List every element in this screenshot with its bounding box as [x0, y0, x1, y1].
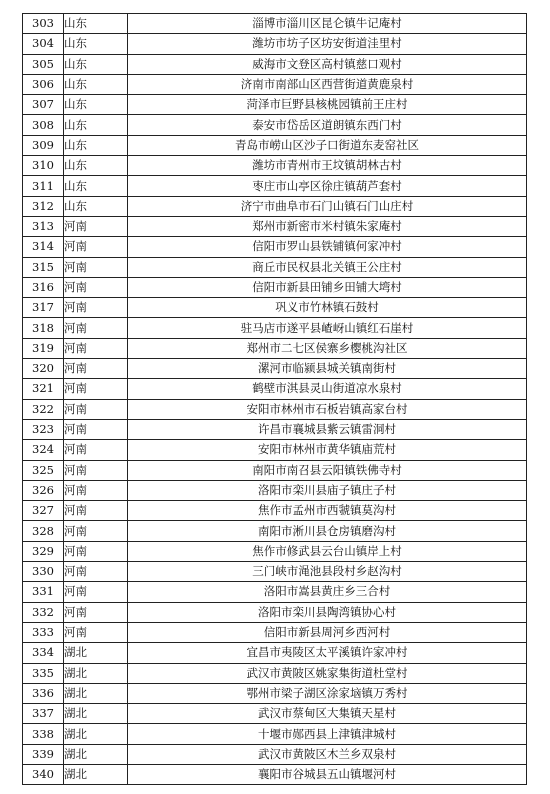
table-row	[23, 176, 527, 196]
row-village: 武汉市黄陂区木兰乡双泉村	[128, 744, 527, 764]
table-row	[23, 602, 527, 622]
row-village: 济南市南部山区西营街道黄鹿泉村	[128, 74, 527, 94]
row-province: 河南	[64, 460, 128, 480]
row-province: 河南	[64, 216, 128, 236]
row-province: 湖北	[64, 663, 128, 683]
row-province: 湖北	[64, 764, 128, 784]
table-row	[23, 419, 527, 439]
village-table-body	[23, 14, 527, 785]
table-row	[23, 480, 527, 500]
row-province: 山东	[64, 14, 128, 34]
row-province: 河南	[64, 501, 128, 521]
row-province: 山东	[64, 54, 128, 74]
table-row	[23, 196, 527, 216]
row-number: 334	[23, 643, 64, 663]
row-number: 321	[23, 379, 64, 399]
table-row	[23, 541, 527, 561]
village-table	[22, 13, 527, 785]
row-province: 湖北	[64, 643, 128, 663]
row-province: 河南	[64, 419, 128, 439]
row-number: 311	[23, 176, 64, 196]
table-row	[23, 14, 527, 34]
row-number: 313	[23, 216, 64, 236]
table-row	[23, 622, 527, 642]
row-number: 336	[23, 683, 64, 703]
row-number: 329	[23, 541, 64, 561]
row-village: 泰安市岱岳区道朗镇东西门村	[128, 115, 527, 135]
row-number: 319	[23, 338, 64, 358]
row-number: 333	[23, 622, 64, 642]
table-row	[23, 744, 527, 764]
row-number: 310	[23, 156, 64, 176]
table-row	[23, 764, 527, 784]
row-village: 商丘市民权县北关镇王公庄村	[128, 257, 527, 277]
table-row	[23, 298, 527, 318]
row-village: 驻马店市遂平县嵖岈山镇红石崖村	[128, 318, 527, 338]
table-row	[23, 135, 527, 155]
row-province: 山东	[64, 176, 128, 196]
row-province: 山东	[64, 135, 128, 155]
row-number: 309	[23, 135, 64, 155]
row-province: 河南	[64, 541, 128, 561]
row-number: 322	[23, 399, 64, 419]
row-village: 安阳市林州市石板岩镇高家台村	[128, 399, 527, 419]
table-row	[23, 156, 527, 176]
row-village: 焦作市孟州市西虢镇莫沟村	[128, 501, 527, 521]
table-row	[23, 359, 527, 379]
table-row	[23, 562, 527, 582]
row-village: 洛阳市嵩县黄庄乡三合村	[128, 582, 527, 602]
row-village: 信阳市新县田铺乡田铺大塆村	[128, 277, 527, 297]
row-village: 南阳市南召县云阳镇铁佛寺村	[128, 460, 527, 480]
table-row	[23, 95, 527, 115]
row-village: 淄博市淄川区昆仑镇牛记庵村	[128, 14, 527, 34]
row-province: 河南	[64, 602, 128, 622]
row-village: 武汉市黄陂区姚家集街道杜堂村	[128, 663, 527, 683]
table-row	[23, 683, 527, 703]
table-row	[23, 74, 527, 94]
row-village: 南阳市淅川县仓房镇磨沟村	[128, 521, 527, 541]
row-village: 许昌市襄城县紫云镇雷洞村	[128, 419, 527, 439]
table-row	[23, 318, 527, 338]
table-row	[23, 257, 527, 277]
row-number: 340	[23, 764, 64, 784]
row-number: 323	[23, 419, 64, 439]
row-number: 312	[23, 196, 64, 216]
row-village: 青岛市崂山区沙子口街道东麦窑社区	[128, 135, 527, 155]
row-province: 山东	[64, 156, 128, 176]
row-number: 331	[23, 582, 64, 602]
row-province: 河南	[64, 399, 128, 419]
row-province: 河南	[64, 562, 128, 582]
table-row	[23, 34, 527, 54]
row-village: 潍坊市坊子区坊安街道洼里村	[128, 34, 527, 54]
row-number: 328	[23, 521, 64, 541]
table-row	[23, 216, 527, 236]
row-village: 宜昌市夷陵区太平溪镇许家冲村	[128, 643, 527, 663]
row-number: 330	[23, 562, 64, 582]
row-province: 河南	[64, 480, 128, 500]
row-number: 304	[23, 34, 64, 54]
row-province: 河南	[64, 440, 128, 460]
table-row	[23, 440, 527, 460]
table-row	[23, 399, 527, 419]
row-number: 337	[23, 704, 64, 724]
row-province: 河南	[64, 359, 128, 379]
row-number: 339	[23, 744, 64, 764]
table-row	[23, 338, 527, 358]
table-row	[23, 643, 527, 663]
row-province: 河南	[64, 338, 128, 358]
table-row	[23, 724, 527, 744]
table-row	[23, 460, 527, 480]
row-village: 洛阳市栾川县陶湾镇协心村	[128, 602, 527, 622]
row-province: 山东	[64, 95, 128, 115]
row-province: 山东	[64, 34, 128, 54]
row-province: 湖北	[64, 704, 128, 724]
row-number: 320	[23, 359, 64, 379]
row-number: 303	[23, 14, 64, 34]
row-number: 314	[23, 237, 64, 257]
row-province: 山东	[64, 74, 128, 94]
row-village: 鄂州市梁子湖区涂家垴镇万秀村	[128, 683, 527, 703]
row-province: 河南	[64, 298, 128, 318]
row-province: 河南	[64, 257, 128, 277]
row-village: 郑州市二七区侯寨乡樱桃沟社区	[128, 338, 527, 358]
row-village: 信阳市新县周河乡西河村	[128, 622, 527, 642]
table-row	[23, 277, 527, 297]
row-village: 巩义市竹林镇石鼓村	[128, 298, 527, 318]
row-village: 威海市文登区高村镇慈口观村	[128, 54, 527, 74]
row-province: 河南	[64, 622, 128, 642]
row-number: 317	[23, 298, 64, 318]
row-village: 菏泽市巨野县核桃园镇前王庄村	[128, 95, 527, 115]
row-village: 鹤壁市淇县灵山街道凉水泉村	[128, 379, 527, 399]
table-row	[23, 237, 527, 257]
row-number: 324	[23, 440, 64, 460]
table-row	[23, 582, 527, 602]
table-row	[23, 115, 527, 135]
row-number: 316	[23, 277, 64, 297]
row-province: 河南	[64, 521, 128, 541]
row-number: 332	[23, 602, 64, 622]
table-row	[23, 663, 527, 683]
table-row	[23, 54, 527, 74]
table-row	[23, 379, 527, 399]
table-row	[23, 501, 527, 521]
row-province: 河南	[64, 379, 128, 399]
row-number: 338	[23, 724, 64, 744]
row-number: 335	[23, 663, 64, 683]
row-number: 306	[23, 74, 64, 94]
row-province: 河南	[64, 237, 128, 257]
row-village: 武汉市蔡甸区大集镇天星村	[128, 704, 527, 724]
row-village: 信阳市罗山县铁铺镇何家冲村	[128, 237, 527, 257]
row-village: 三门峡市渑池县段村乡赵沟村	[128, 562, 527, 582]
row-number: 305	[23, 54, 64, 74]
row-village: 焦作市修武县云台山镇岸上村	[128, 541, 527, 561]
row-village: 济宁市曲阜市石门山镇石门山庄村	[128, 196, 527, 216]
row-number: 327	[23, 501, 64, 521]
row-village: 郑州市新密市米村镇朱家庵村	[128, 216, 527, 236]
row-number: 307	[23, 95, 64, 115]
row-number: 308	[23, 115, 64, 135]
row-number: 326	[23, 480, 64, 500]
row-village: 潍坊市青州市王坟镇胡林古村	[128, 156, 527, 176]
row-province: 河南	[64, 277, 128, 297]
row-village: 安阳市林州市黄华镇庙荒村	[128, 440, 527, 460]
row-number: 318	[23, 318, 64, 338]
row-village: 襄阳市谷城县五山镇堰河村	[128, 764, 527, 784]
row-number: 325	[23, 460, 64, 480]
row-province: 湖北	[64, 683, 128, 703]
row-village: 枣庄市山亭区徐庄镇葫芦套村	[128, 176, 527, 196]
row-province: 湖北	[64, 744, 128, 764]
row-province: 山东	[64, 196, 128, 216]
row-province: 河南	[64, 318, 128, 338]
row-village: 洛阳市栾川县庙子镇庄子村	[128, 480, 527, 500]
table-row	[23, 521, 527, 541]
row-province: 山东	[64, 115, 128, 135]
table-row	[23, 704, 527, 724]
row-province: 湖北	[64, 724, 128, 744]
row-number: 315	[23, 257, 64, 277]
row-village: 十堰市郧西县上津镇津城村	[128, 724, 527, 744]
row-province: 河南	[64, 582, 128, 602]
row-village: 漯河市临颍县城关镇南街村	[128, 359, 527, 379]
